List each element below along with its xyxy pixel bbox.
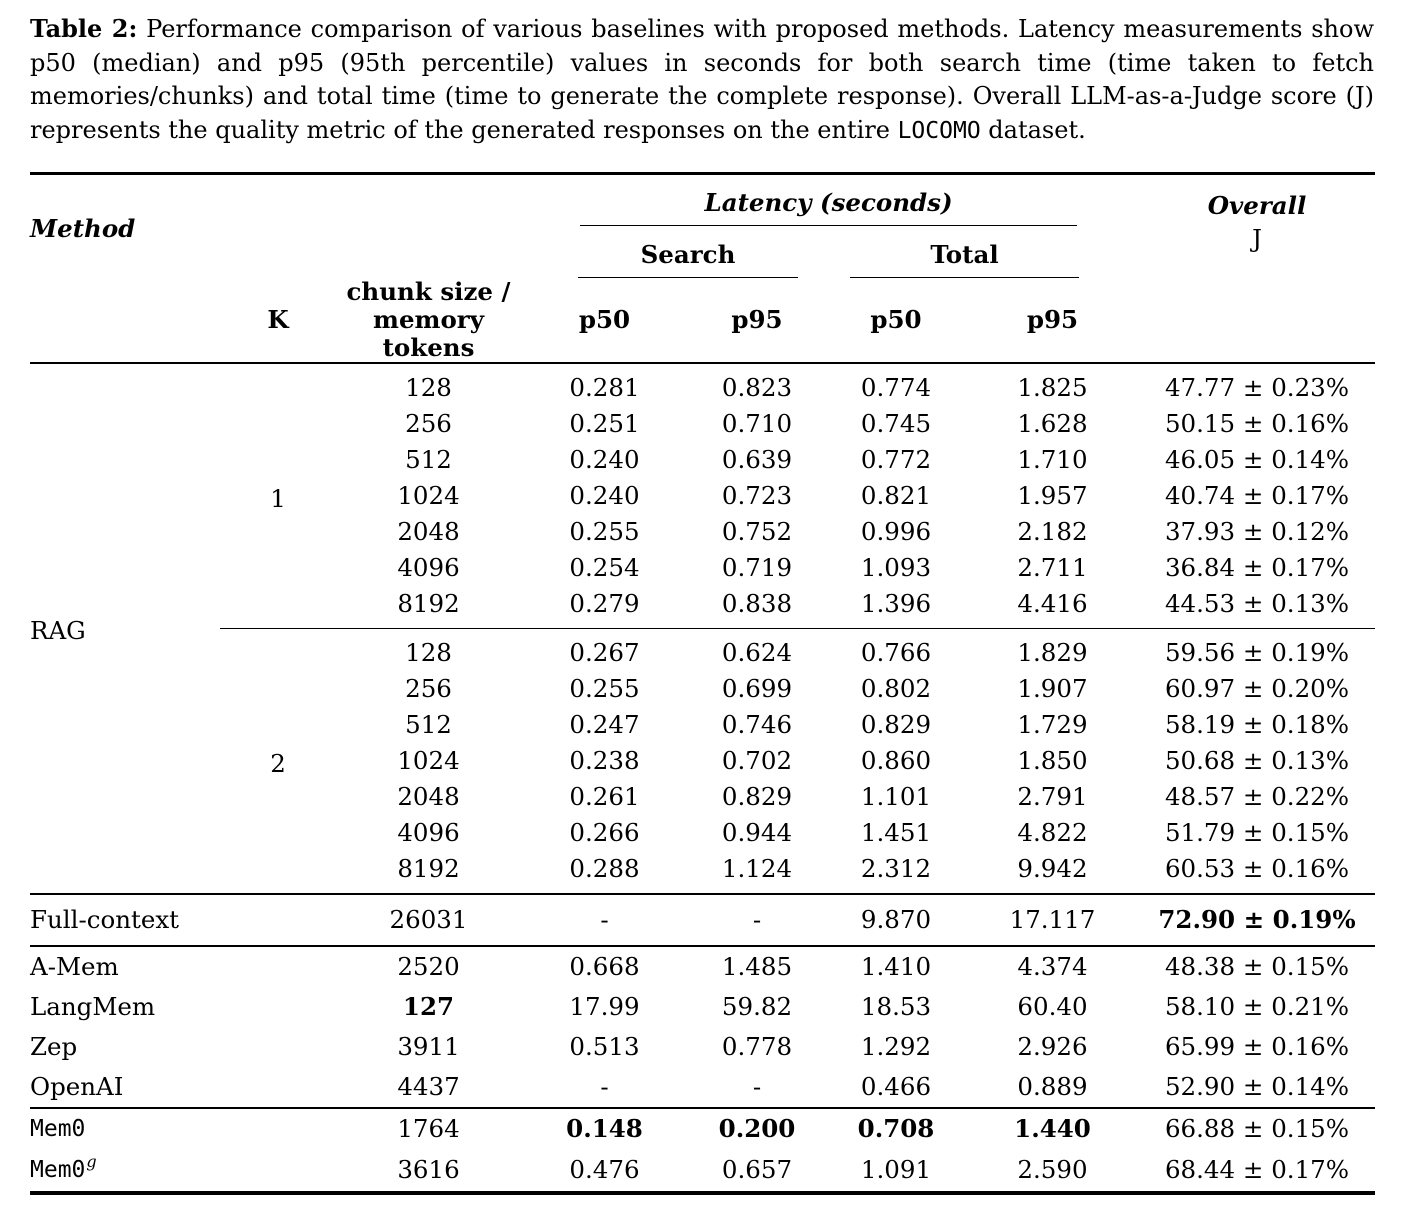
cell-total-p50: 0.802 [860,673,932,703]
cell-chunk: 2048 [397,516,460,546]
cell-total-p95: 2.926 [1017,1031,1088,1061]
cell-search-p50: 0.279 [569,588,640,618]
table-caption [30,12,1374,148]
caption-after: dataset. [980,115,1086,144]
cell-search-p95: 0.746 [721,709,793,739]
cell-total-p95: 1.957 [1017,480,1088,510]
cell-total-p50: 0.996 [860,516,932,546]
caption-label: Table 2: [30,14,138,43]
cell-chunk: 127 [402,991,455,1021]
cell-judge-score: 59.56 ± 0.19% [1139,629,1375,672]
cell-search-p95: - [752,1071,762,1101]
cell-search-p95: 0.823 [721,372,793,402]
cell-search-p50: 0.251 [569,408,640,438]
cell-total-p95: 1.440 [1014,1114,1091,1144]
table-row-mem0 [30,1108,1375,1150]
cell-search-p50: - [600,904,609,934]
cell-k-empty [220,1108,336,1150]
method-label-amem: A-Mem [30,951,119,981]
cell-chunk: 512 [405,709,452,739]
cell-judge-score: 50.68 ± 0.13% [1164,745,1350,775]
cell-search-p50: 0.668 [569,951,640,981]
cell-total-p50: 1.093 [860,552,932,582]
col-header-total-p50: p50 [870,304,922,334]
cell-chunk: 4437 [397,1071,460,1101]
cell-total-p95: 60.40 [1017,991,1088,1021]
cell-search-p50: 0.267 [521,629,688,672]
cell-total-p50: 0.860 [860,745,932,775]
cell-total-p50: 1.396 [860,588,932,618]
cell-total-p95: 4.822 [1017,817,1088,847]
cell-total-p50: 1.451 [860,817,932,847]
judge-score-label: J [1252,224,1262,254]
cell-total-p95: 1.825 [1017,372,1088,402]
col-header-search-p50: p50 [578,304,631,334]
cell-total-p50: 1.410 [860,951,932,981]
cell-search-p50: 0.238 [569,745,640,775]
cell-search-p95: 59.82 [721,991,793,1021]
cell-judge-score: 46.05 ± 0.14% [1164,444,1350,474]
cell-search-p95: 0.944 [721,817,793,847]
cell-total-p95: 1.628 [1017,408,1088,438]
col-header-total-p95: p95 [1026,304,1079,334]
cell-search-p50: 0.240 [569,480,640,510]
results-table [30,172,1375,1195]
cell-chunk: 1764 [397,1114,460,1144]
table-row-rag1-128 [30,363,1375,406]
cell-total-p50: 0.745 [860,408,932,438]
cell-total-p50: 0.829 [860,709,932,739]
col-header-search-group [521,226,826,278]
search-group-label: Search [578,241,798,277]
chunk-header-line1: chunk size / [346,276,511,306]
cell-judge-score: 52.90 ± 0.14% [1164,1071,1350,1101]
cell-total-p95: 4.416 [1017,588,1088,618]
cell-total-p50: 0.766 [826,629,966,672]
chunk-header-line2: memory tokens [373,304,484,362]
cell-chunk: 512 [405,444,452,474]
cell-chunk: 2048 [397,781,460,811]
latency-group-label: Latency (seconds) [580,189,1077,225]
cell-total-p95: 9.942 [1017,853,1088,883]
cell-total-p95: 0.889 [1017,1071,1088,1101]
col-header-chunk-size [336,278,521,364]
cell-judge-score: 40.74 ± 0.17% [1164,480,1350,510]
k-value-1: 1 [270,483,286,513]
cell-total-p95: 2.791 [1017,781,1088,811]
cell-search-p95: 0.639 [721,444,793,474]
mem0g-superscript: g [86,1152,97,1172]
cell-search-p95: 0.702 [721,745,793,775]
cell-judge-score: 58.10 ± 0.21% [1164,991,1350,1021]
cell-total-p95: 1.907 [1017,673,1088,703]
cell-total-p95: 1.729 [1017,709,1088,739]
cell-search-p50: 17.99 [569,991,640,1021]
col-header-search-p95: p95 [731,304,783,334]
cell-judge-score: 51.79 ± 0.15% [1164,817,1350,847]
method-label-langmem: LangMem [30,991,156,1021]
cell-search-p50: 0.288 [569,853,640,883]
table-row-mem0-graph [30,1150,1375,1193]
cell-search-p50: 0.281 [569,372,640,402]
table-body [30,363,1375,1193]
caption-dataset-name: LOCOMO [897,117,981,144]
cell-total-p50: 0.708 [857,1114,935,1144]
cell-search-p95: 0.829 [721,781,793,811]
cell-total-p95: 2.711 [1017,552,1088,582]
table-row-langmem [30,987,1375,1027]
col-header-overall [1139,174,1375,364]
cell-chunk: 128 [405,372,452,402]
cell-search-p50: 0.247 [569,709,640,739]
method-label-rag: RAG [30,616,86,646]
method-label-mem0-graph [30,1150,220,1193]
cell-chunk: 26031 [389,904,468,934]
k-value-2: 2 [220,629,336,895]
cell-k-empty [220,1067,336,1108]
cell-judge-score: 50.15 ± 0.16% [1164,408,1350,438]
cell-search-p50: 0.254 [569,552,640,582]
cell-judge-score: 36.84 ± 0.17% [1164,552,1350,582]
cell-chunk: 1024 [397,745,460,775]
cell-k-empty [220,1150,336,1193]
cell-total-p50: 0.772 [860,444,932,474]
cell-search-p95: 1.124 [721,853,793,883]
cell-total-p95: 2.182 [1017,516,1088,546]
cell-search-p95: 0.838 [721,588,793,618]
cell-judge-score: 48.38 ± 0.15% [1164,951,1350,981]
cell-search-p50: 0.255 [569,516,640,546]
cell-search-p95: 0.657 [721,1155,793,1185]
cell-judge-score: 37.93 ± 0.12% [1164,516,1350,546]
table-header [30,174,1375,364]
cell-total-p95: 2.590 [1017,1155,1088,1185]
cell-total-p50: 1.101 [860,781,932,811]
table-row-rag2-128 [30,629,1375,672]
cell-total-p50: 0.466 [860,1071,932,1101]
cell-search-p95: 0.723 [721,480,793,510]
cell-k-empty [220,894,336,946]
cell-judge-score: 47.77 ± 0.23% [1164,372,1350,402]
caption-body: Performance comparison of various baselines with proposed methods. Latency measurements show p50 (median) and p95 (95th percentile) values in seconds for both search time (time taken to fetch memories/chunks) and total time (time to generate the complete response). Overall LLM-as-a-Judge score (J) represents the quality metric of the generated responses on the entire [30,15,1375,144]
cell-total-p50: 0.774 [860,372,932,402]
total-group-label: Total [850,241,1079,277]
cell-search-p50: 0.240 [569,444,640,474]
cell-judge-score: 44.53 ± 0.13% [1164,588,1350,618]
cell-total-p95: 4.374 [1017,951,1088,981]
cell-total-p95: 1.850 [1017,745,1088,775]
cell-search-p50: 0.476 [569,1155,640,1185]
cell-judge-score: 65.99 ± 0.16% [1164,1031,1350,1061]
cell-chunk: 3911 [397,1031,460,1061]
cell-chunk: 1024 [397,480,460,510]
method-label-openai: OpenAI [30,1071,124,1101]
cell-k-empty [220,946,336,987]
cell-judge-score: 60.97 ± 0.20% [1164,673,1350,703]
header-spacer [220,174,521,226]
col-header-total-group [826,226,1139,278]
cell-total-p95: 17.117 [1009,904,1096,934]
cell-total-p50: 9.870 [860,904,932,934]
cell-search-p50: 0.261 [569,781,640,811]
cell-search-p95: 0.778 [721,1031,793,1061]
overall-label: Overall [1207,191,1307,220]
cell-chunk: 4096 [397,817,460,847]
cell-search-p95: 1.485 [721,951,793,981]
cell-judge-score: 66.88 ± 0.15% [1164,1114,1350,1144]
table-row-openai [30,1067,1375,1108]
cell-judge-score: 58.19 ± 0.18% [1164,709,1350,739]
cell-search-p95: 0.752 [721,516,793,546]
method-label-mem0: Mem0 [30,1116,86,1143]
col-header-latency-group [521,174,1139,226]
cell-chunk: 4096 [397,552,460,582]
cell-chunk: 128 [336,629,521,672]
cell-chunk: 8192 [397,853,460,883]
table-row-amem [30,946,1375,987]
cell-search-p50: - [600,1071,609,1101]
cell-search-p50: 0.266 [569,817,640,847]
cell-chunk: 256 [405,408,452,438]
cell-k-empty [220,987,336,1027]
mem0g-base: Mem0 [30,1157,86,1184]
cell-search-p95: 0.699 [721,673,793,703]
cell-total-p50: 1.292 [860,1031,932,1061]
cell-search-p95: 0.710 [721,408,793,438]
method-label-zep: Zep [30,1031,78,1061]
cell-search-p50: 0.513 [569,1031,640,1061]
cell-judge-score: 48.57 ± 0.22% [1164,781,1350,811]
table-row-zep [30,1027,1375,1067]
cell-search-p95: 0.624 [688,629,826,672]
col-header-method: Method [30,214,136,243]
cell-search-p95: 0.200 [718,1114,796,1144]
cell-total-p50: 2.312 [860,853,932,883]
cell-search-p50: 0.148 [566,1114,643,1144]
cell-chunk: 3616 [397,1155,460,1185]
cell-total-p50: 1.091 [860,1155,932,1185]
cell-total-p95: 1.710 [1017,444,1088,474]
cell-chunk: 256 [405,673,452,703]
cell-chunk: 8192 [397,588,460,618]
cell-judge-score: 68.44 ± 0.17% [1164,1155,1350,1185]
cell-total-p95: 1.829 [966,629,1139,672]
cell-judge-score: 72.90 ± 0.19% [1158,904,1356,934]
table-row-full-context [30,894,1375,946]
cell-search-p50: 0.255 [569,673,640,703]
cell-k-empty [220,1027,336,1067]
cell-search-p95: 0.719 [721,552,793,582]
method-label-full-context: Full-context [30,904,179,934]
cell-judge-score: 60.53 ± 0.16% [1164,853,1350,883]
cell-total-p50: 18.53 [860,991,932,1021]
cell-search-p95: - [752,904,762,934]
col-header-k: K [267,304,289,334]
header-spacer [220,226,521,278]
cell-total-p50: 0.821 [860,480,932,510]
cell-chunk: 2520 [397,951,460,981]
